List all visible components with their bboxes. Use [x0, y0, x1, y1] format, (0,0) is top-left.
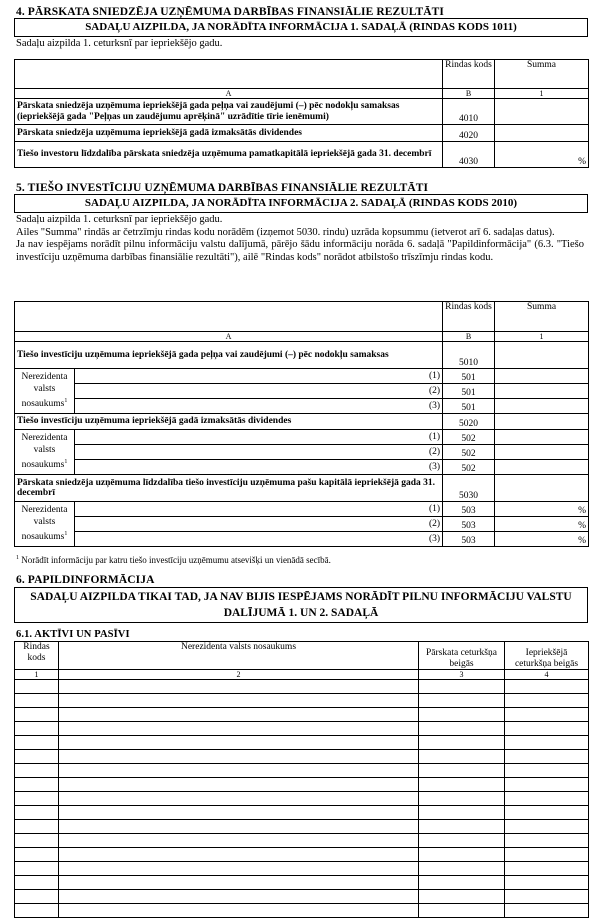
row-502-sum-cell[interactable] [495, 430, 589, 445]
row-503-sum-cell[interactable]: % [495, 502, 589, 517]
country-cell[interactable] [59, 694, 419, 708]
code-cell[interactable] [15, 820, 59, 834]
code-cell[interactable] [15, 890, 59, 904]
table-row [15, 806, 589, 820]
quarter-end-cell[interactable] [419, 806, 505, 820]
table-row [15, 764, 589, 778]
code-cell[interactable] [15, 694, 59, 708]
country-name-cell[interactable] [75, 384, 387, 399]
col-number-1: 1 [495, 332, 589, 342]
table-row [15, 848, 589, 862]
section5-title: 5. TIEŠO INVESTĪCIJU UZŅĒMUMA DARBĪBAS FINANSIĀLIE REZULTĀTI [16, 182, 429, 194]
row-index: (1) [387, 430, 443, 445]
country-cell[interactable] [59, 680, 419, 694]
prev-quarter-end-cell[interactable] [505, 792, 589, 806]
quarter-end-cell[interactable] [419, 764, 505, 778]
country-cell[interactable] [59, 820, 419, 834]
col-code-header: Rindas kods [443, 60, 495, 89]
section4-title: 4. PĀRSKATA SNIEDZĒJA UZŅĒMUMA DARBĪBAS FINANSIĀLIE REZULTĀTI [16, 6, 444, 18]
quarter-end-cell[interactable] [419, 750, 505, 764]
country-name-cell[interactable] [75, 502, 387, 517]
country-cell[interactable] [59, 750, 419, 764]
country-cell[interactable] [59, 876, 419, 890]
row-4010-sum-cell[interactable] [495, 99, 589, 125]
prev-quarter-end-cell[interactable] [505, 848, 589, 862]
prev-quarter-end-cell[interactable] [505, 680, 589, 694]
code-cell[interactable] [15, 708, 59, 722]
col-sum-header: Summa [495, 302, 589, 332]
row-5030-code: 5030 [443, 475, 495, 502]
row-501-sum-cell[interactable] [495, 399, 589, 414]
table-row [15, 792, 589, 806]
quarter-end-cell[interactable] [419, 834, 505, 848]
section5-note-2: Ailes "Summa" rindās ar četrzīmju rindas kodu norādēm (izņemot 5030. rindu) uzrāda kopsummu (ietverot arī 6. sadaļas datus). [16, 226, 555, 238]
prev-quarter-end-cell[interactable] [505, 764, 589, 778]
code-cell[interactable] [15, 806, 59, 820]
code-cell[interactable] [15, 904, 59, 918]
row-index: (1) [387, 502, 443, 517]
row-4030-code: 4030 [443, 142, 495, 168]
row-5030-label: Pārskata sniedzēja uzņēmuma līdzdalība tiešo investīciju uzņēmuma pašu kapitālā iepriekšējā gada 31. decembrī [15, 475, 443, 502]
row-501-code: 501 [443, 369, 495, 384]
prev-quarter-end-cell[interactable] [505, 904, 589, 918]
section5-condition-box: SADAĻU AIZPILDA, JA NORĀDĪTA INFORMĀCIJA 2. SADAĻĀ (RINDAS KODS 2010) [14, 194, 588, 213]
row-index: (3) [387, 460, 443, 475]
table-row [15, 680, 589, 694]
col-letter-a: A [15, 332, 443, 342]
code-cell[interactable] [15, 778, 59, 792]
prev-quarter-end-cell[interactable] [505, 708, 589, 722]
col-letter-a: A [15, 89, 443, 99]
row-5010-code: 5010 [443, 342, 495, 369]
nonresident-country-label: Nerezidenta valsts nosaukums$^1$ [15, 430, 75, 475]
country-name-cell[interactable] [75, 460, 387, 475]
section5-table [14, 301, 589, 547]
quarter-end-cell[interactable] [419, 876, 505, 890]
country-cell[interactable] [59, 722, 419, 736]
country-name-cell[interactable] [75, 369, 387, 384]
row-502-code: 502 [443, 430, 495, 445]
section6-title: 6. PAPILDINFORMĀCIJA [16, 574, 155, 586]
country-name-cell[interactable] [75, 445, 387, 460]
row-5030-sum-cell[interactable] [495, 475, 589, 502]
quarter-end-cell[interactable] [419, 722, 505, 736]
country-cell[interactable] [59, 736, 419, 750]
row-501-code: 501 [443, 399, 495, 414]
nonresident-country-label: Nerezidenta valsts nosaukums$^1$ [15, 369, 75, 414]
prev-quarter-end-cell[interactable] [505, 736, 589, 750]
quarter-end-cell[interactable] [419, 848, 505, 862]
row-502-code: 502 [443, 445, 495, 460]
row-503-code: 503 [443, 532, 495, 547]
col-quarter-end-header: Pārskata ceturkšņa beigās [419, 642, 505, 670]
row-5010-label: Tiešo investīciju uzņēmuma iepriekšējā gada peļņa vai zaudējumi (–) pēc nodokļu samaksas [15, 342, 443, 369]
code-cell[interactable] [15, 722, 59, 736]
nonresident-country-label: Nerezidenta valsts nosaukums$^1$ [15, 502, 75, 547]
prev-quarter-end-cell[interactable] [505, 890, 589, 904]
table-row [15, 778, 589, 792]
quarter-end-cell[interactable] [419, 792, 505, 806]
row-503-code: 503 [443, 517, 495, 532]
col-code-header: Rindas kods [15, 642, 59, 670]
col-country-header: Nerezidenta valsts nosaukums [59, 642, 419, 670]
row-5020-label: Tiešo investīciju uzņēmuma iepriekšējā gadā izmaksātās dividendes [15, 414, 443, 430]
country-cell[interactable] [59, 834, 419, 848]
table-row [15, 904, 589, 918]
section4-note: Sadaļu aizpilda 1. ceturksnī par iepriekšējo gadu. [16, 38, 223, 49]
country-name-cell[interactable] [75, 430, 387, 445]
row-4030-label: Tiešo investoru līdzdalība pārskata sniedzēja uzņēmuma pamatkapitālā iepriekšējā gada 31. decembrī [15, 142, 443, 168]
country-name-cell[interactable] [75, 517, 387, 532]
section4-table [14, 59, 589, 168]
table-row [15, 722, 589, 736]
col-prev-quarter-end-header: Iepriekšējā ceturkšņa beigās [505, 642, 589, 670]
prev-quarter-end-cell[interactable] [505, 876, 589, 890]
prev-quarter-end-cell[interactable] [505, 834, 589, 848]
section5-note-3: Ja nav iespējams norādīt pilnu informāciju valstu dalījumā, pārējo šādu informāciju norāda 6. sadaļā "Papildinformācija" (6.3. "Tiešo investīciju uzņēmuma darbības finansiālie rezultāti"), ailē "Rindas kods" norādot atbilstošo trīszīmju rindas kodu. [16, 239, 584, 263]
row-index: (2) [387, 384, 443, 399]
row-index: (2) [387, 517, 443, 532]
section5-footnote: $^1$ Norādīt informāciju par katru tiešo investīciju uzņēmumu atsevišķi un vienādā secībā. [16, 555, 331, 565]
country-cell[interactable] [59, 778, 419, 792]
row-5020-code: 5020 [443, 414, 495, 430]
code-cell[interactable] [15, 680, 59, 694]
section5-notes [16, 214, 584, 264]
row-5020-sum-cell[interactable] [495, 414, 589, 430]
table-row [15, 694, 589, 708]
country-cell[interactable] [59, 890, 419, 904]
row-4030-sum-cell[interactable]: % [495, 142, 589, 168]
country-name-cell[interactable] [75, 399, 387, 414]
table-row [15, 890, 589, 904]
quarter-end-cell[interactable] [419, 820, 505, 834]
row-4020-code: 4020 [443, 125, 495, 142]
code-cell[interactable] [15, 792, 59, 806]
quarter-end-cell[interactable] [419, 736, 505, 750]
quarter-end-cell[interactable] [419, 904, 505, 918]
prev-quarter-end-cell[interactable] [505, 750, 589, 764]
quarter-end-cell[interactable] [419, 680, 505, 694]
row-501-code: 501 [443, 384, 495, 399]
country-cell[interactable] [59, 848, 419, 862]
code-cell[interactable] [15, 764, 59, 778]
section6-condition-box [14, 587, 588, 623]
section5-note-1: Sadaļu aizpilda 1. ceturksnī par iepriekšējo gadu. [16, 214, 223, 225]
row-501-sum-cell[interactable] [495, 369, 589, 384]
quarter-end-cell[interactable] [419, 890, 505, 904]
table-row [15, 708, 589, 722]
prev-quarter-end-cell[interactable] [505, 722, 589, 736]
table-row [15, 820, 589, 834]
assets-liabilities-table [14, 641, 589, 918]
country-cell[interactable] [59, 862, 419, 876]
prev-quarter-end-cell[interactable] [505, 820, 589, 834]
row-503-sum-cell[interactable]: % [495, 517, 589, 532]
col-number-1: 1 [495, 89, 589, 99]
country-cell[interactable] [59, 904, 419, 918]
code-cell[interactable] [15, 876, 59, 890]
col-code-header: Rindas kods [443, 302, 495, 332]
row-index: (2) [387, 445, 443, 460]
row-4020-sum-cell[interactable] [495, 125, 589, 142]
section6-condition-line1: SADAĻU AIZPILDA TIKAI TAD, JA NAV BIJIS IESPĒJAMS NORĀDĪT PILNU INFORMĀCIJU VALSTU [30, 591, 572, 603]
col-sum-header: Summa [495, 60, 589, 89]
table-row [15, 876, 589, 890]
country-cell[interactable] [59, 806, 419, 820]
prev-quarter-end-cell[interactable] [505, 806, 589, 820]
code-cell[interactable] [15, 736, 59, 750]
country-cell[interactable] [59, 708, 419, 722]
col-number-2: 2 [59, 670, 419, 680]
table-row [15, 862, 589, 876]
quarter-end-cell[interactable] [419, 862, 505, 876]
code-cell[interactable] [15, 834, 59, 848]
row-5010-sum-cell[interactable] [495, 342, 589, 369]
quarter-end-cell[interactable] [419, 778, 505, 792]
row-503-sum-cell[interactable]: % [495, 532, 589, 547]
row-502-code: 502 [443, 460, 495, 475]
row-4010-code: 4010 [443, 99, 495, 125]
row-4020-label: Pārskata sniedzēja uzņēmuma iepriekšējā gadā izmaksātās dividendes [15, 125, 443, 142]
quarter-end-cell[interactable] [419, 694, 505, 708]
prev-quarter-end-cell[interactable] [505, 778, 589, 792]
subsection-6-1-title: 6.1. AKTĪVI UN PASĪVI [16, 629, 130, 640]
col-letter-b: B [443, 332, 495, 342]
row-503-code: 503 [443, 502, 495, 517]
section4-condition-box: SADAĻU AIZPILDA, JA NORĀDĪTA INFORMĀCIJA 1. SADAĻĀ (RINDAS KODS 1011) [14, 18, 588, 37]
col-number-4: 4 [505, 670, 589, 680]
row-index: (1) [387, 369, 443, 384]
col-number-3: 3 [419, 670, 505, 680]
prev-quarter-end-cell[interactable] [505, 862, 589, 876]
code-cell[interactable] [15, 750, 59, 764]
code-cell[interactable] [15, 862, 59, 876]
col-number-1: 1 [15, 670, 59, 680]
table-row [15, 736, 589, 750]
country-cell[interactable] [59, 764, 419, 778]
country-cell[interactable] [59, 792, 419, 806]
section6-condition-line2: DALĪJUMĀ 1. UN 2. SADAĻĀ [223, 607, 379, 619]
row-502-sum-cell[interactable] [495, 445, 589, 460]
table-row [15, 834, 589, 848]
table-row [15, 750, 589, 764]
col-letter-b: B [443, 89, 495, 99]
prev-quarter-end-cell[interactable] [505, 694, 589, 708]
quarter-end-cell[interactable] [419, 708, 505, 722]
row-index: (3) [387, 532, 443, 547]
code-cell[interactable] [15, 848, 59, 862]
row-4010-label: Pārskata sniedzēja uzņēmuma iepriekšējā gada peļņa vai zaudējumi (–) pēc nodokļu samaksas (iepriekšējā gada "Peļņas un zaudējumu aprēķinā" uzrādītie tīrie ienēmumi) [15, 99, 443, 125]
row-501-sum-cell[interactable] [495, 384, 589, 399]
country-name-cell[interactable] [75, 532, 387, 547]
row-502-sum-cell[interactable] [495, 460, 589, 475]
row-index: (3) [387, 399, 443, 414]
